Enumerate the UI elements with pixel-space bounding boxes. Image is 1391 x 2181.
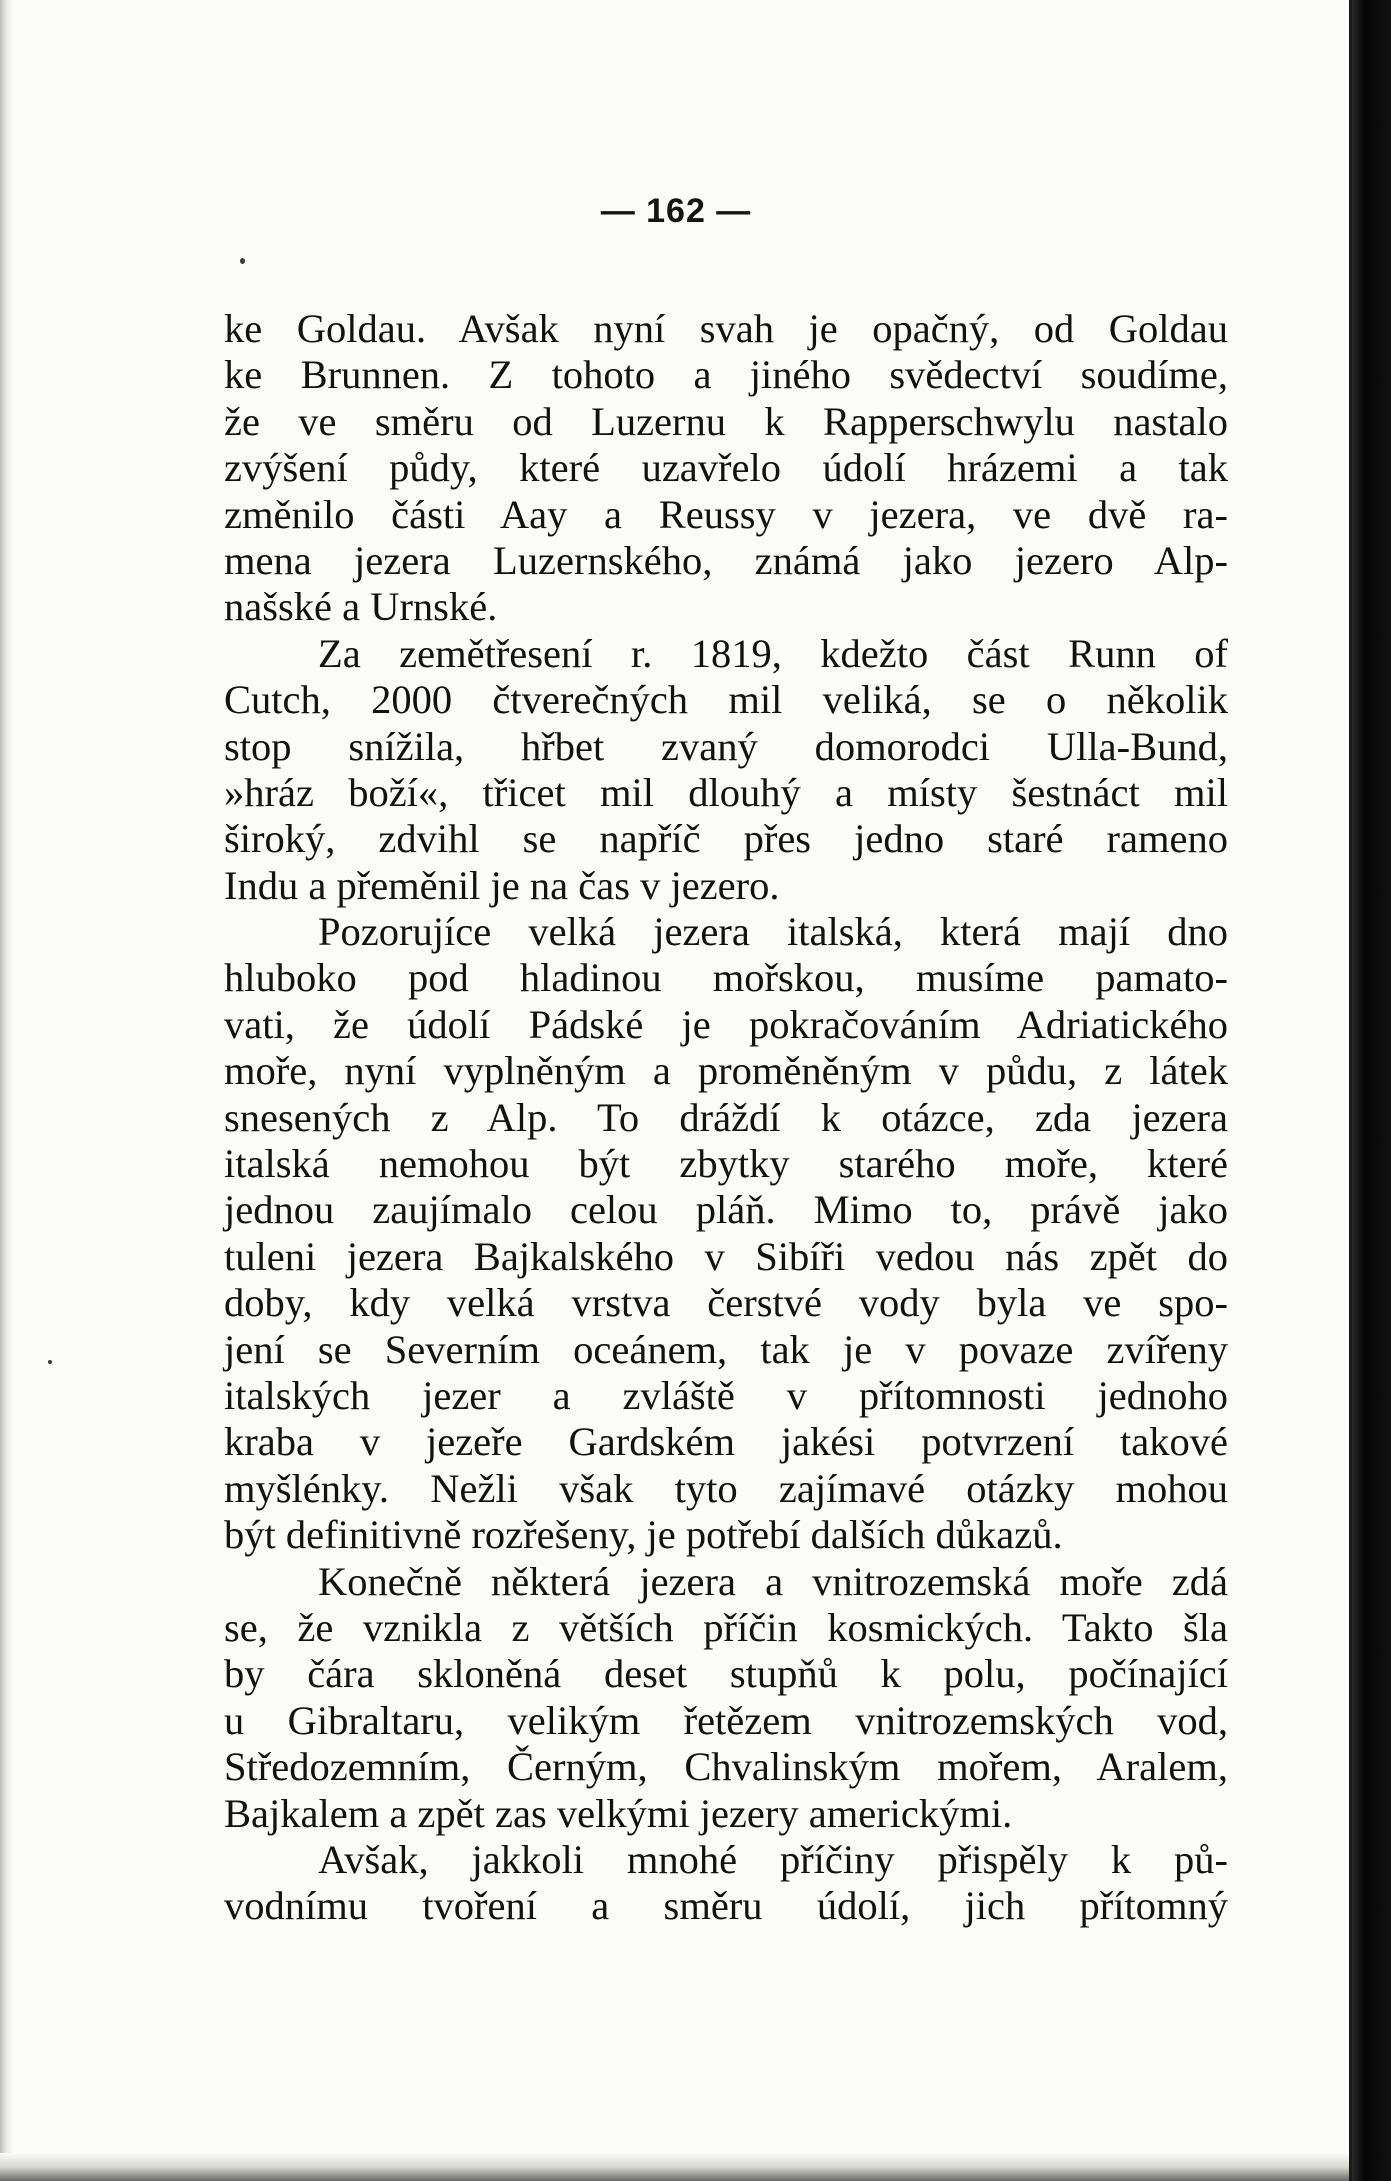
- text-line: vati, že údolí Pádské je pokračováním Adriatického: [224, 1001, 1228, 1047]
- text-line: Konečně některá jezera a vnitrozemská moře zdá: [318, 1558, 1228, 1604]
- text-line: doby, kdy velká vrstva čerstvé vody byla ve spo-: [224, 1280, 1228, 1326]
- text-line: jení se Severním oceánem, tak je v povaze zvířeny: [224, 1326, 1228, 1372]
- page-bottom-edge: [0, 2153, 1352, 2181]
- text-line: ke Goldau. Avšak nyní svah je opačný, od Goldau: [224, 306, 1228, 351]
- text-line: být definitivně rozřešeny, je potřebí dalších důkazů.: [224, 1512, 1063, 1558]
- text-line: se, že vznikla z větších příčin kosmických. Takto šla: [224, 1604, 1228, 1650]
- page-left-edge: [0, 0, 14, 2181]
- text-line: italská nemohou být zbytky starého moře, které: [224, 1141, 1228, 1187]
- text-line: italských jezer a zvláště v přítomnosti jednoho: [224, 1372, 1228, 1418]
- text-line: zvýšení půdy, které uzavřelo údolí hrázemi a tak: [224, 445, 1228, 491]
- text-line: »hráz boží«, třicet mil dlouhý a místy šestnáct mil: [224, 769, 1228, 815]
- text-line: Cutch, 2000 čtverečných mil veliká, se o několik: [224, 677, 1228, 723]
- text-line: Avšak, jakkoli mnohé příčiny přispěly k pů-: [318, 1836, 1228, 1882]
- text-line: ke Brunnen. Z tohoto a jiného svědectví soudíme,: [224, 352, 1228, 398]
- text-line: mena jezera Luzernského, známá jako jezero Alp-: [224, 537, 1228, 583]
- text-line: tuleni jezera Bajkalského v Sibíři vedou nás zpět do: [224, 1233, 1228, 1279]
- text-line: Indu a přeměnil je na čas v jezero.: [224, 862, 780, 908]
- text-line: u Gibraltaru, velikým řetězem vnitrozemských vod,: [224, 1697, 1228, 1743]
- page-number: — 162 —: [600, 192, 752, 230]
- text-line: snesených z Alp. To dráždí k otázce, zda jezera: [224, 1094, 1228, 1140]
- text-line: moře, nyní vyplněným a proměněným v půdu, z látek: [224, 1048, 1228, 1094]
- text-line: kraba v jezeře Gardském jakési potvrzení takové: [224, 1419, 1228, 1465]
- text-line: stop snížila, hřbet zvaný domorodci Ulla-Bund,: [224, 723, 1228, 769]
- text-line: jednou zaujímalo celou pláň. Mimo to, právě jako: [224, 1187, 1228, 1233]
- text-line: vodnímu tvoření a směru údolí, jich přítomný: [224, 1883, 1228, 1929]
- text-line: Středozemním, Černým, Chvalinským mořem, Aralem,: [224, 1744, 1228, 1790]
- text-line: našské a Urnské.: [224, 584, 498, 630]
- text-line: Bajkalem a zpět zas velkými jezery americkými.: [224, 1790, 1013, 1836]
- text-line: myšlénky. Nežli však tyto zajímavé otázky mohou: [224, 1465, 1228, 1511]
- body-text: [224, 306, 1228, 1930]
- text-line: by čára skloněná deset stupňů k polu, počínající: [224, 1651, 1228, 1697]
- book-spine-shadow: [1352, 0, 1391, 2181]
- text-line: Pozorujíce velká jezera italská, která mají dno: [318, 909, 1228, 955]
- text-line: hluboko pod hladinou mořskou, musíme pamato-: [224, 955, 1228, 1001]
- text-line: široký, zdvihl se napříč přes jedno staré rameno: [224, 816, 1228, 862]
- text-line: Za zemětřesení r. 1819, kdežto část Runn of: [318, 630, 1228, 676]
- ink-speck: [48, 1360, 52, 1364]
- text-line: změnilo části Aay a Reussy v jezera, ve dvě ra-: [224, 491, 1228, 537]
- ink-speck: [240, 258, 245, 264]
- text-line: že ve směru od Luzernu k Rapperschwylu nastalo: [224, 398, 1228, 444]
